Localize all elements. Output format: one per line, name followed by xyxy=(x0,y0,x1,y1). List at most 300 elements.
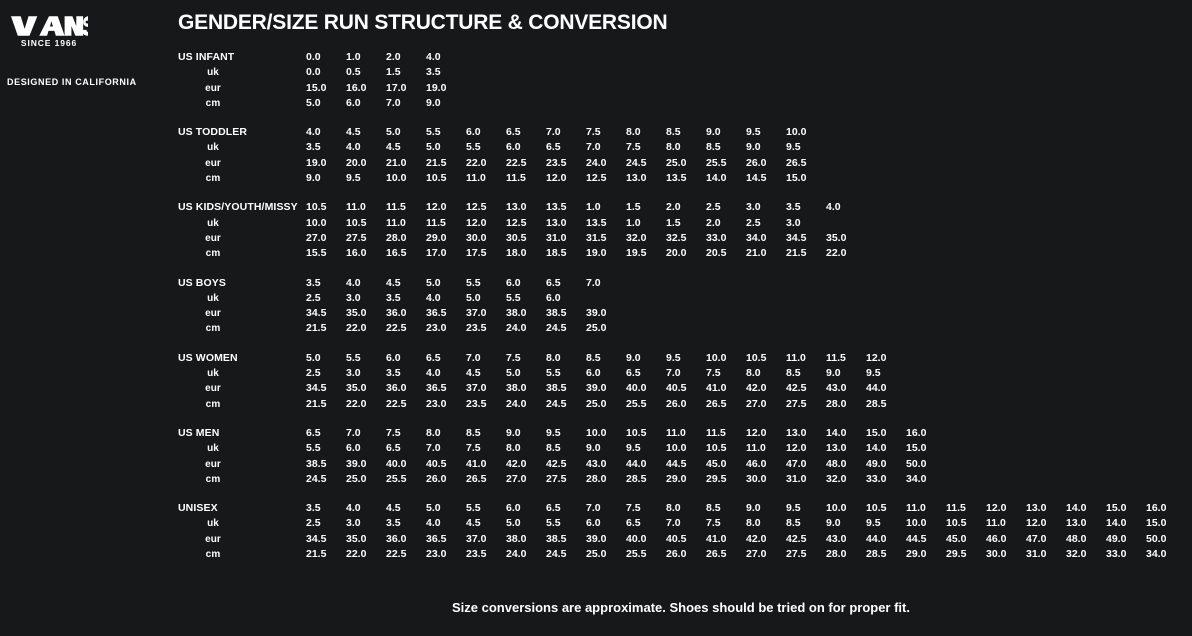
row-unit-label: eur xyxy=(205,157,221,169)
size-value-cell: 15.0 xyxy=(866,426,887,439)
size-value-cell xyxy=(1106,246,1146,261)
row-group-label: US TODDLER xyxy=(178,126,248,139)
size-value-cell xyxy=(1146,140,1186,155)
table-row xyxy=(178,441,1186,456)
size-value-cell: 14.0 xyxy=(1066,502,1087,515)
size-value-cell: 37.0 xyxy=(466,307,487,320)
size-value-cell xyxy=(1066,246,1106,261)
size-value-cell: 3.0 xyxy=(346,517,361,530)
size-value-cell: 24.0 xyxy=(506,322,527,335)
row-unit-label: cm xyxy=(205,248,221,260)
table-row xyxy=(178,140,1186,155)
size-value-cell xyxy=(866,200,906,215)
size-value-cell xyxy=(746,306,786,321)
size-value-cell: 2.0 xyxy=(386,51,401,63)
size-value-cell: 36.0 xyxy=(386,382,407,395)
size-value-cell: 26.0 xyxy=(426,472,447,485)
size-value-cell: 44.0 xyxy=(866,382,887,395)
size-value-cell xyxy=(626,276,666,291)
size-value-cell xyxy=(906,96,946,111)
size-value-cell xyxy=(1026,426,1066,441)
size-value-cell: 6.0 xyxy=(386,351,401,364)
size-value-cell: 10.0 xyxy=(786,126,807,139)
size-value-cell: 9.5 xyxy=(866,517,881,530)
size-value-cell xyxy=(1066,200,1106,215)
size-value-cell xyxy=(1026,50,1066,65)
size-value-cell: 9.0 xyxy=(826,367,841,380)
size-value-cell xyxy=(1066,472,1106,487)
size-value-cell: 21.0 xyxy=(746,247,767,260)
size-value-cell: 11.0 xyxy=(346,201,366,214)
size-value-cell xyxy=(1066,351,1106,366)
row-unit-label: cm xyxy=(205,97,221,109)
size-value-cell xyxy=(746,65,786,80)
size-value-cell xyxy=(826,171,866,186)
size-value-cell: 23.5 xyxy=(466,322,487,335)
size-value-cell: 4.0 xyxy=(826,201,841,214)
size-value-cell xyxy=(1066,81,1106,96)
size-value-cell xyxy=(1106,96,1146,111)
size-value-cell xyxy=(866,65,906,80)
size-value-cell xyxy=(1066,50,1106,65)
size-value-cell xyxy=(906,246,946,261)
size-value-cell xyxy=(946,472,986,487)
size-value-cell: 3.5 xyxy=(306,502,321,515)
row-unit-label: eur xyxy=(205,232,221,244)
size-value-cell xyxy=(826,65,866,80)
size-value-cell xyxy=(906,50,946,65)
size-value-cell: 26.5 xyxy=(706,397,727,410)
size-value-cell xyxy=(1106,426,1146,441)
size-value-cell: 32.0 xyxy=(1066,548,1087,561)
size-value-cell: 26.5 xyxy=(706,548,727,561)
size-value-cell: 40.5 xyxy=(666,382,687,395)
size-value-cell xyxy=(906,276,946,291)
size-value-cell: 34.5 xyxy=(306,307,327,320)
size-value-cell: 13.5 xyxy=(666,172,687,185)
size-value-cell xyxy=(986,246,1026,261)
size-value-cell: 41.0 xyxy=(466,457,487,470)
size-value-cell: 42.5 xyxy=(786,382,807,395)
size-value-cell: 5.0 xyxy=(426,502,441,515)
size-value-cell xyxy=(946,96,986,111)
size-value-cell: 34.5 xyxy=(786,231,807,244)
size-value-cell: 3.5 xyxy=(306,276,321,289)
size-value-cell: 12.0 xyxy=(426,201,447,214)
size-value-cell: 42.5 xyxy=(546,457,567,470)
size-value-cell xyxy=(866,246,906,261)
size-value-cell: 10.0 xyxy=(826,502,847,515)
size-value-cell: 46.0 xyxy=(746,457,767,470)
size-value-cell xyxy=(746,321,786,336)
size-value-cell: 9.5 xyxy=(866,367,881,380)
size-value-cell: 36.5 xyxy=(426,307,447,320)
size-value-cell: 45.0 xyxy=(706,457,727,470)
size-value-cell xyxy=(826,81,866,96)
size-value-cell: 47.0 xyxy=(786,457,807,470)
size-value-cell xyxy=(986,351,1026,366)
size-value-cell xyxy=(506,50,546,65)
size-value-cell: 38.0 xyxy=(506,382,527,395)
size-value-cell: 5.5 xyxy=(466,502,481,515)
size-value-cell: 35.0 xyxy=(826,231,847,244)
size-value-cell: 16.5 xyxy=(386,247,407,260)
size-value-cell: 14.0 xyxy=(1106,517,1127,530)
size-value-cell: 21.0 xyxy=(386,156,407,169)
size-value-cell: 39.0 xyxy=(586,307,607,320)
table-row xyxy=(178,200,1186,215)
size-value-cell xyxy=(1026,96,1066,111)
size-value-cell: 44.0 xyxy=(626,457,647,470)
size-value-cell xyxy=(786,96,826,111)
table-group-spacer xyxy=(178,262,1186,276)
size-value-cell: 7.0 xyxy=(666,517,681,530)
size-value-cell: 5.5 xyxy=(466,141,481,154)
size-value-cell xyxy=(906,291,946,306)
size-value-cell: 3.5 xyxy=(386,367,401,380)
size-value-cell xyxy=(1026,441,1066,456)
size-value-cell: 12.0 xyxy=(1026,517,1047,530)
size-value-cell xyxy=(826,96,866,111)
size-value-cell: 25.0 xyxy=(586,322,607,335)
size-value-cell: 7.0 xyxy=(346,426,361,439)
size-value-cell xyxy=(1146,276,1186,291)
size-value-cell: 4.0 xyxy=(426,367,441,380)
size-value-cell: 4.5 xyxy=(466,367,481,380)
size-value-cell: 50.0 xyxy=(1146,532,1167,545)
size-value-cell xyxy=(1066,231,1106,246)
vans-wordmark-icon xyxy=(10,14,88,37)
size-value-cell xyxy=(1066,441,1106,456)
size-value-cell: 16.0 xyxy=(906,426,927,439)
size-value-cell xyxy=(1146,366,1186,381)
size-value-cell: 1.0 xyxy=(346,51,361,63)
spacer-cell xyxy=(178,186,1186,200)
size-value-cell xyxy=(946,457,986,472)
size-value-cell xyxy=(1106,381,1146,396)
table-row xyxy=(178,171,1186,186)
row-unit-label: uk xyxy=(207,443,219,455)
size-value-cell: 44.5 xyxy=(906,532,927,545)
size-value-cell: 10.5 xyxy=(706,442,727,455)
size-value-cell: 26.0 xyxy=(746,156,767,169)
size-value-cell xyxy=(1026,216,1066,231)
size-value-cell xyxy=(706,81,746,96)
size-value-cell xyxy=(546,96,586,111)
size-value-cell: 5.0 xyxy=(506,517,521,530)
size-value-cell xyxy=(666,291,706,306)
size-value-cell xyxy=(826,276,866,291)
size-value-cell: 38.0 xyxy=(506,307,527,320)
size-value-cell: 7.5 xyxy=(626,141,641,154)
size-value-cell xyxy=(666,306,706,321)
size-value-cell xyxy=(946,321,986,336)
size-value-cell xyxy=(786,306,826,321)
size-value-cell: 4.0 xyxy=(346,502,361,515)
size-value-cell xyxy=(1146,321,1186,336)
size-value-cell: 7.5 xyxy=(626,502,641,515)
size-value-cell xyxy=(626,96,666,111)
size-value-cell xyxy=(906,140,946,155)
size-value-cell: 28.5 xyxy=(626,472,647,485)
size-value-cell: 9.0 xyxy=(506,426,521,439)
size-value-cell xyxy=(946,306,986,321)
size-value-cell: 24.0 xyxy=(586,156,607,169)
size-value-cell: 10.5 xyxy=(746,351,767,364)
size-value-cell xyxy=(546,50,586,65)
size-value-cell: 6.0 xyxy=(466,126,481,139)
row-unit-label: uk xyxy=(207,368,219,380)
size-value-cell xyxy=(1146,50,1186,65)
size-value-cell xyxy=(906,81,946,96)
size-value-cell xyxy=(906,200,946,215)
size-value-cell: 22.0 xyxy=(346,397,367,410)
size-value-cell: 8.0 xyxy=(626,126,641,139)
size-value-cell xyxy=(906,381,946,396)
row-unit-label: cm xyxy=(205,549,221,561)
size-value-cell xyxy=(1026,140,1066,155)
size-value-cell: 32.0 xyxy=(626,231,647,244)
size-value-cell xyxy=(1146,457,1186,472)
size-value-cell xyxy=(1146,200,1186,215)
size-value-cell: 30.5 xyxy=(506,231,527,244)
size-value-cell: 9.5 xyxy=(666,351,681,364)
size-value-cell xyxy=(826,321,866,336)
size-value-cell: 13.0 xyxy=(786,426,807,439)
size-value-cell: 6.5 xyxy=(546,141,561,154)
size-value-cell xyxy=(1026,351,1066,366)
size-value-cell: 3.0 xyxy=(346,367,361,380)
size-value-cell: 4.0 xyxy=(306,126,321,139)
row-unit-label: cm xyxy=(205,323,221,335)
size-value-cell: 22.0 xyxy=(466,156,487,169)
size-value-cell: 29.0 xyxy=(906,548,927,561)
size-value-cell: 13.0 xyxy=(626,172,647,185)
size-value-cell: 41.0 xyxy=(706,382,727,395)
size-value-cell: 42.0 xyxy=(506,457,527,470)
size-value-cell xyxy=(1106,472,1146,487)
size-value-cell: 8.0 xyxy=(426,426,441,439)
row-group-label: US INFANT xyxy=(178,51,235,63)
size-value-cell xyxy=(1106,276,1146,291)
size-value-cell: 19.0 xyxy=(426,81,447,94)
size-value-cell: 40.0 xyxy=(386,457,407,470)
size-value-cell xyxy=(1066,291,1106,306)
size-value-cell: 9.5 xyxy=(346,172,361,185)
size-value-cell xyxy=(626,81,666,96)
size-value-cell xyxy=(866,140,906,155)
size-value-cell: 9.5 xyxy=(746,126,761,139)
size-value-cell xyxy=(1066,96,1106,111)
size-value-cell: 38.5 xyxy=(546,307,567,320)
size-value-cell: 11.5 xyxy=(426,216,446,229)
size-value-cell: 6.5 xyxy=(626,517,641,530)
size-value-cell xyxy=(1026,381,1066,396)
row-unit-label: eur xyxy=(205,533,221,545)
size-value-cell: 11.0 xyxy=(746,442,766,455)
size-value-cell: 40.5 xyxy=(426,457,447,470)
size-value-cell: 10.0 xyxy=(586,426,607,439)
size-value-cell xyxy=(1026,81,1066,96)
row-group-label: US WOMEN xyxy=(178,351,238,364)
size-value-cell: 24.5 xyxy=(626,156,647,169)
row-unit-label: uk xyxy=(207,292,219,304)
size-value-cell xyxy=(1066,366,1106,381)
size-value-cell: 25.5 xyxy=(626,548,647,561)
size-value-cell xyxy=(946,216,986,231)
size-value-cell: 13.0 xyxy=(826,442,847,455)
size-conversion-table-wrap xyxy=(178,50,1192,562)
row-group-label: US MEN xyxy=(178,426,220,439)
table-row xyxy=(178,321,1186,336)
size-value-cell: 4.5 xyxy=(386,502,401,515)
size-value-cell: 16.0 xyxy=(1146,502,1167,515)
size-value-cell xyxy=(986,472,1026,487)
row-group-label: US BOYS xyxy=(178,276,226,289)
size-value-cell: 30.0 xyxy=(986,548,1007,561)
size-value-cell: 12.0 xyxy=(986,502,1007,515)
size-value-cell: 35.0 xyxy=(346,532,367,545)
size-value-cell xyxy=(1106,200,1146,215)
size-value-cell xyxy=(906,306,946,321)
table-row xyxy=(178,276,1186,291)
size-value-cell xyxy=(986,216,1026,231)
size-value-cell xyxy=(586,291,626,306)
size-conversion-table xyxy=(178,50,1186,562)
size-value-cell: 7.5 xyxy=(506,351,521,364)
size-value-cell: 8.5 xyxy=(466,426,481,439)
size-value-cell xyxy=(1106,50,1146,65)
size-value-cell xyxy=(1146,125,1186,140)
size-value-cell: 7.0 xyxy=(586,502,601,515)
size-value-cell xyxy=(986,96,1026,111)
size-value-cell: 6.0 xyxy=(586,367,601,380)
size-value-cell: 23.5 xyxy=(546,156,567,169)
size-value-cell: 13.0 xyxy=(546,216,567,229)
size-value-cell: 36.0 xyxy=(386,307,407,320)
size-value-cell: 15.5 xyxy=(306,247,327,260)
size-value-cell: 25.0 xyxy=(586,397,607,410)
size-value-cell: 5.0 xyxy=(426,276,441,289)
spacer-cell xyxy=(178,412,1186,426)
size-value-cell xyxy=(666,321,706,336)
size-value-cell: 11.0 xyxy=(906,502,926,515)
size-value-cell xyxy=(866,216,906,231)
size-value-cell: 8.5 xyxy=(706,141,721,154)
size-value-cell: 3.5 xyxy=(306,141,321,154)
size-value-cell: 34.0 xyxy=(906,472,927,485)
size-value-cell xyxy=(906,216,946,231)
size-value-cell: 3.5 xyxy=(386,517,401,530)
size-value-cell: 10.0 xyxy=(306,216,327,229)
size-value-cell xyxy=(986,156,1026,171)
size-value-cell xyxy=(946,50,986,65)
size-value-cell: 27.5 xyxy=(786,548,807,561)
size-value-cell: 43.0 xyxy=(586,457,607,470)
size-value-cell xyxy=(1106,291,1146,306)
size-value-cell: 34.5 xyxy=(306,382,327,395)
size-value-cell xyxy=(1106,65,1146,80)
size-value-cell xyxy=(546,65,586,80)
row-group-label: UNISEX xyxy=(178,502,218,515)
size-value-cell xyxy=(626,291,666,306)
size-value-cell: 1.0 xyxy=(586,201,601,214)
size-value-cell: 9.5 xyxy=(786,502,801,515)
size-value-cell: 49.0 xyxy=(866,457,887,470)
table-row xyxy=(178,426,1186,441)
size-value-cell xyxy=(986,306,1026,321)
table-row xyxy=(178,306,1186,321)
size-value-cell: 4.0 xyxy=(346,276,361,289)
size-value-cell: 3.0 xyxy=(346,291,361,304)
size-value-cell: 11.0 xyxy=(986,517,1006,530)
size-value-cell: 11.0 xyxy=(666,426,686,439)
size-value-cell: 14.5 xyxy=(746,172,767,185)
size-value-cell: 11.5 xyxy=(826,351,846,364)
size-value-cell: 11.5 xyxy=(386,201,406,214)
row-unit-label: eur xyxy=(205,458,221,470)
size-value-cell: 6.5 xyxy=(626,367,641,380)
size-value-cell: 20.0 xyxy=(346,156,367,169)
designed-in-california-label: DESIGNED IN CALIFORNIA xyxy=(7,77,137,87)
size-value-cell xyxy=(786,65,826,80)
row-unit-label: cm xyxy=(205,473,221,485)
size-value-cell: 27.0 xyxy=(746,397,767,410)
size-value-cell: 30.0 xyxy=(746,472,767,485)
table-row xyxy=(178,291,1186,306)
size-value-cell xyxy=(746,276,786,291)
size-value-cell: 6.0 xyxy=(346,96,361,109)
size-value-cell: 28.5 xyxy=(866,548,887,561)
size-value-cell: 43.0 xyxy=(826,382,847,395)
size-value-cell: 14.0 xyxy=(826,426,847,439)
size-value-cell: 24.5 xyxy=(546,322,567,335)
table-group-spacer xyxy=(178,487,1186,501)
size-value-cell: 9.5 xyxy=(626,442,641,455)
size-value-cell: 29.0 xyxy=(666,472,687,485)
table-row xyxy=(178,50,1186,65)
size-value-cell xyxy=(586,65,626,80)
size-value-cell: 24.0 xyxy=(506,548,527,561)
size-value-cell: 27.0 xyxy=(506,472,527,485)
size-value-cell: 2.0 xyxy=(666,201,681,214)
size-value-cell xyxy=(1026,306,1066,321)
size-value-cell: 16.0 xyxy=(346,81,367,94)
size-value-cell xyxy=(826,140,866,155)
size-value-cell: 26.0 xyxy=(666,548,687,561)
size-value-cell: 34.0 xyxy=(1146,548,1167,561)
size-value-cell: 8.5 xyxy=(786,517,801,530)
row-unit-label: uk xyxy=(207,142,219,154)
size-value-cell: 29.5 xyxy=(946,548,967,561)
size-value-cell xyxy=(506,81,546,96)
size-value-cell: 8.5 xyxy=(666,126,681,139)
size-value-cell xyxy=(866,125,906,140)
size-value-cell: 29.5 xyxy=(706,472,727,485)
size-value-cell: 44.5 xyxy=(666,457,687,470)
size-value-cell xyxy=(1106,457,1146,472)
size-value-cell xyxy=(986,397,1026,412)
size-value-cell: 12.5 xyxy=(506,216,527,229)
size-value-cell xyxy=(1066,306,1106,321)
size-value-cell xyxy=(506,96,546,111)
size-value-cell: 37.0 xyxy=(466,532,487,545)
table-row xyxy=(178,65,1186,80)
size-value-cell: 2.5 xyxy=(306,291,321,304)
size-value-cell: 34.5 xyxy=(306,532,327,545)
size-value-cell xyxy=(946,140,986,155)
size-value-cell: 7.0 xyxy=(426,442,441,455)
